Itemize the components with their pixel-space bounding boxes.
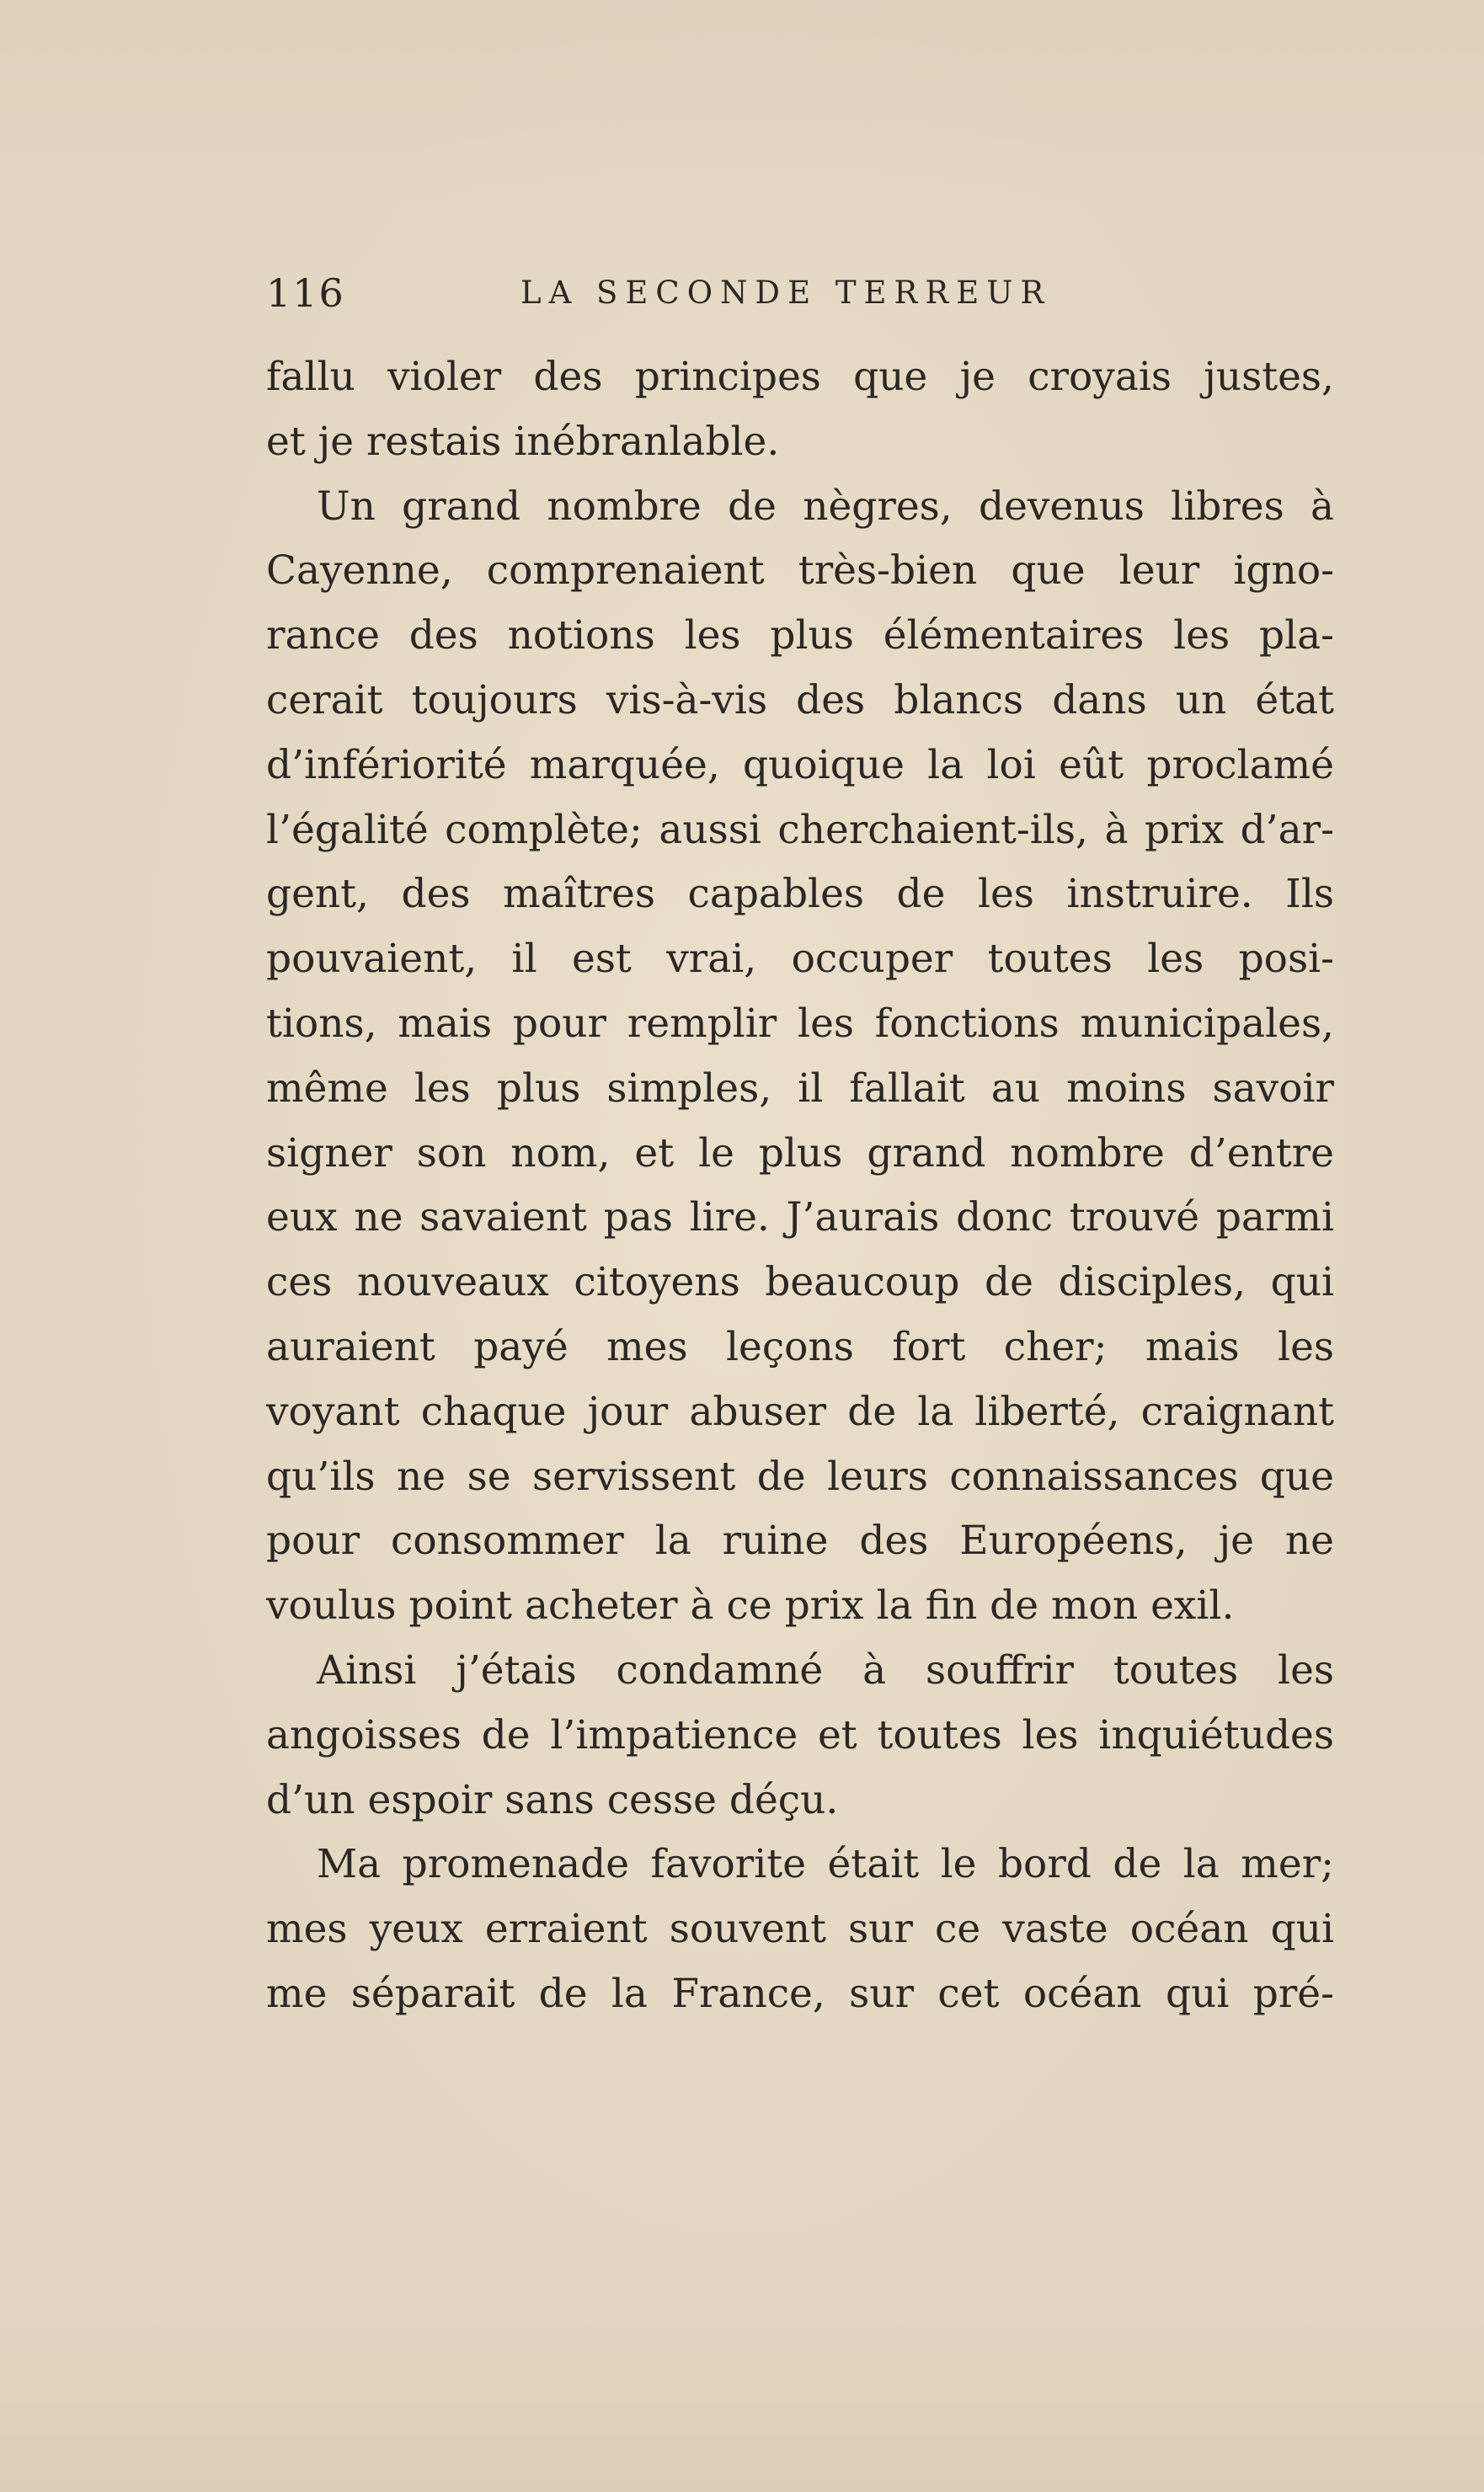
paragraph bbox=[266, 1833, 1334, 2026]
text-line: Ainsi j’étais condamné à souffrir toutes les bbox=[317, 1646, 1334, 1694]
text-line: pour consommer la ruine des Européens, je ne bbox=[266, 1518, 1334, 1565]
text-line: tions, mais pour remplir les fonctions municipales, bbox=[266, 1000, 1334, 1047]
text-line: pouvaient, il est vrai, occuper toutes les posi- bbox=[266, 936, 1334, 983]
paragraph bbox=[266, 1639, 1334, 1833]
text-line: Ma promenade favorite était le bord de la mer; bbox=[317, 1841, 1334, 1888]
text-line: d’infériorité marquée, quoique la loi eût proclamé bbox=[266, 741, 1334, 788]
text-line: qu’ils ne se servissent de leurs connaissances que bbox=[266, 1453, 1334, 1500]
text-line: auraient payé mes leçons fort cher; mais les bbox=[266, 1323, 1334, 1370]
text-line: gent, des maîtres capables de les instruire. Ils bbox=[266, 871, 1334, 918]
text-line: ces nouveaux citoyens beaucoup de disciples, qui bbox=[266, 1259, 1334, 1306]
running-head bbox=[266, 268, 1344, 318]
text-line: Un grand nombre de nègres, devenus libres à bbox=[317, 483, 1334, 530]
text-line: l’égalité complète; aussi cherchaient-ils, à prix d’ar- bbox=[266, 806, 1334, 853]
text-line: eux ne savaient pas lire. J’aurais donc trouvé parmi bbox=[266, 1194, 1334, 1241]
text-line: mes yeux erraient souvent sur ce vaste océan qui bbox=[266, 1906, 1334, 1953]
running-title: LA SECONDE TERREUR bbox=[520, 275, 1052, 311]
text-line: angoisses de l’impatience et toutes les inquiétudes bbox=[266, 1711, 1334, 1758]
text-line: et je restais inébranlable. bbox=[266, 418, 780, 465]
text-line: d’un espoir sans cesse déçu. bbox=[266, 1776, 839, 1823]
text-line: voyant chaque jour abuser de la liberté, craignant bbox=[266, 1388, 1334, 1435]
text-line: rance des notions les plus élémentaires les pla- bbox=[266, 612, 1334, 659]
paragraph bbox=[266, 475, 1334, 1639]
body-text bbox=[266, 345, 1334, 2027]
text-line: Cayenne, comprenaient très-bien que leur igno- bbox=[266, 547, 1334, 595]
text-line: même les plus simples, il fallait au moins savoir bbox=[266, 1065, 1334, 1112]
text-line: me séparait de la France, sur cet océan qui pré- bbox=[266, 1970, 1334, 2017]
page-number: 116 bbox=[266, 270, 345, 316]
text-line: fallu violer des principes que je croyais justes, bbox=[266, 354, 1334, 400]
paragraph bbox=[266, 345, 1334, 475]
text-line: signer son nom, et le plus grand nombre d’entre bbox=[266, 1129, 1334, 1177]
text-line: cerait toujours vis-à-vis des blancs dans un état bbox=[266, 676, 1334, 723]
text-line: voulus point acheter à ce prix la fin de mon exil. bbox=[266, 1582, 1235, 1630]
